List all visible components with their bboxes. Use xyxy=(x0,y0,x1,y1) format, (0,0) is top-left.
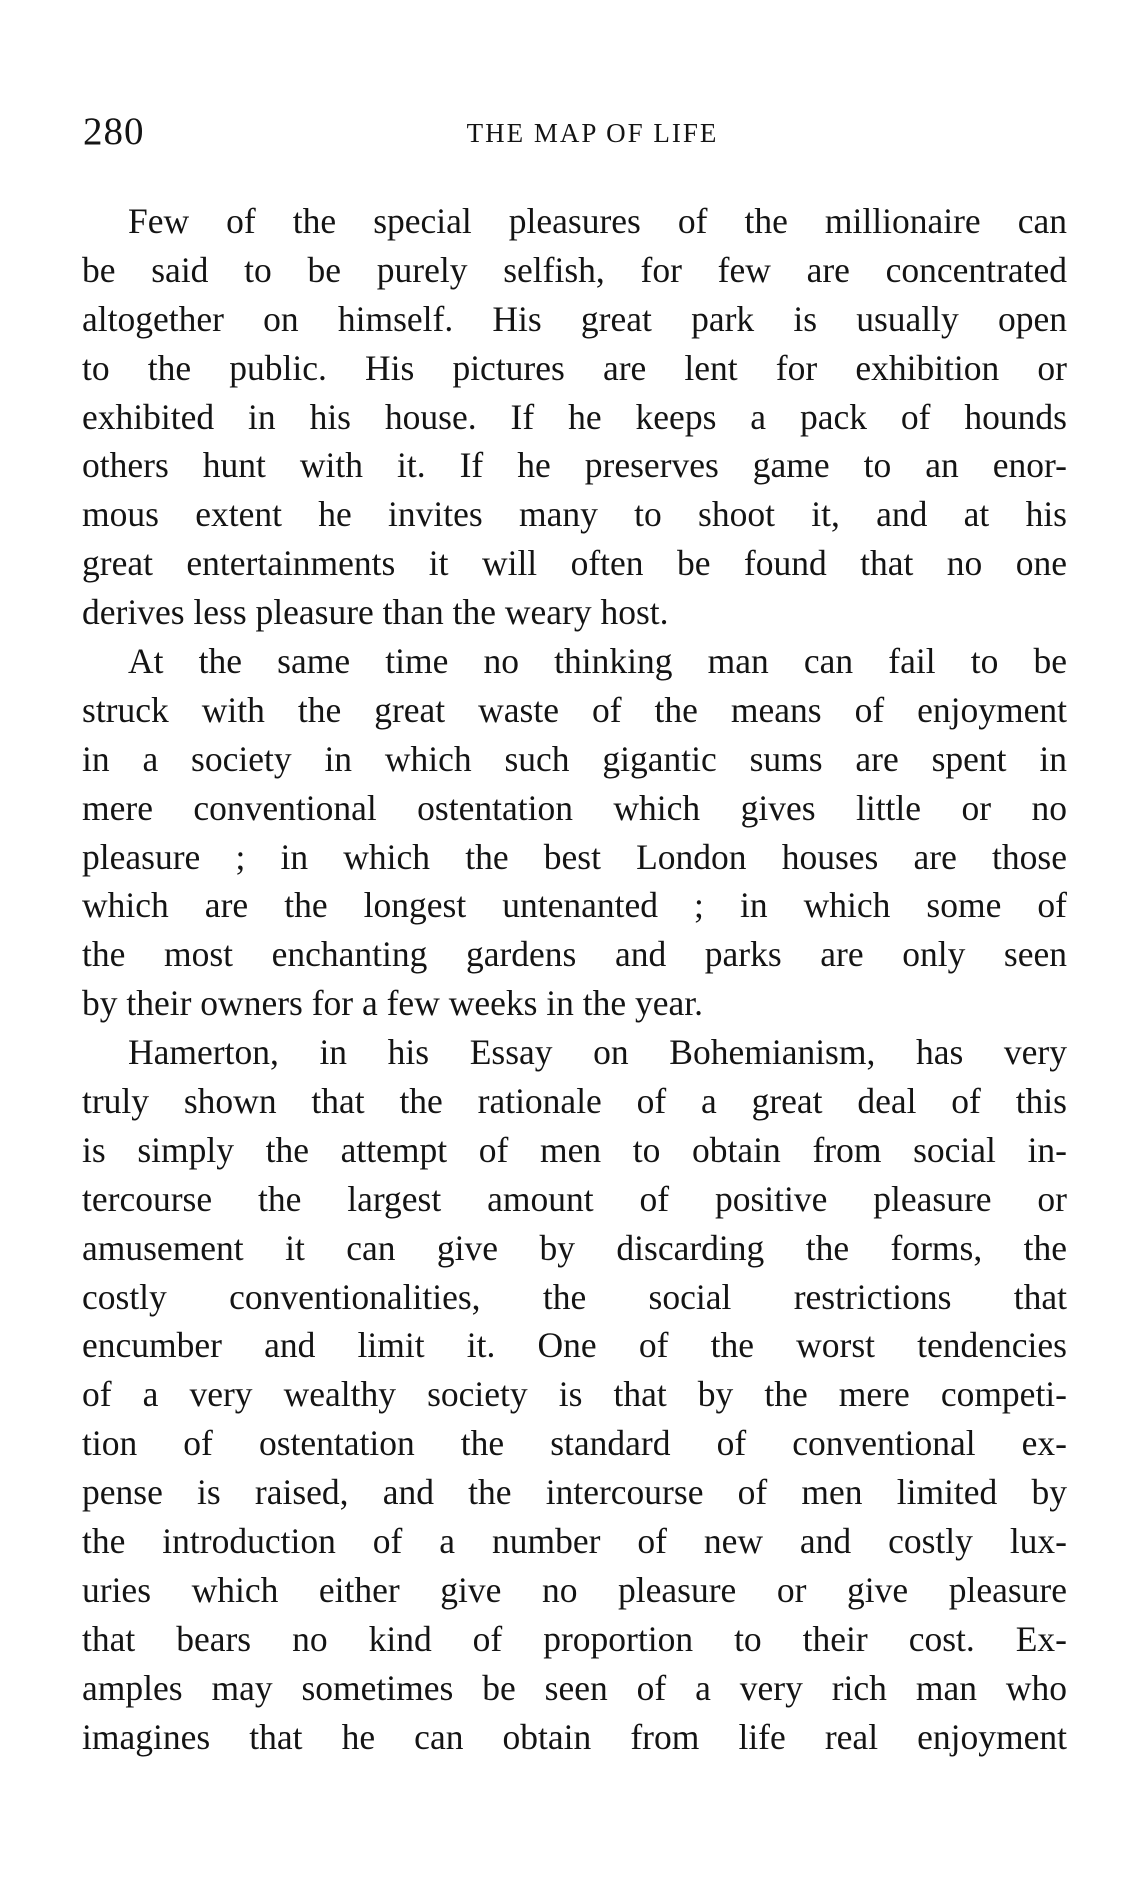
paragraph-2 xyxy=(82,637,1067,1028)
text-line: the most enchanting gardens and parks are only seen xyxy=(82,934,1067,975)
text-line: exhibited in his house. If he keeps a pack of hounds xyxy=(82,396,1067,437)
page-number: 280 xyxy=(83,110,145,153)
text-line: mere conventional ostentation which gives little or no xyxy=(82,787,1067,828)
text-line: by their owners for a few weeks in the year. xyxy=(82,983,704,1024)
text-line: amusement it can give by discarding the forms, the xyxy=(82,1227,1067,1268)
text-line: uries which either give no pleasure or give pleasure xyxy=(82,1569,1067,1610)
text-line: pense is raised, and the intercourse of men limited by xyxy=(82,1472,1067,1513)
text-line: pleasure ; in which the best London houses are those xyxy=(82,836,1067,877)
text-line: encumber and limit it. One of the worst tendencies xyxy=(82,1325,1067,1366)
text-line: costly conventionalities, the social restrictions that xyxy=(82,1276,1067,1317)
text-line: is simply the attempt of men to obtain from social in- xyxy=(82,1129,1067,1170)
text-line: truly shown that the rationale of a great deal of this xyxy=(82,1081,1067,1122)
text-line: be said to be purely selfish, for few are concentrated xyxy=(82,249,1067,290)
text-line: in a society in which such gigantic sums are spent in xyxy=(82,738,1067,779)
text-line: that bears no kind of proportion to their cost. Ex- xyxy=(82,1618,1067,1659)
text-line: imagines that he can obtain from life real enjoyment xyxy=(82,1716,1067,1757)
text-line: struck with the great waste of the means of enjoyment xyxy=(82,689,1067,730)
text-line: amples may sometimes be seen of a very rich man who xyxy=(82,1667,1067,1708)
running-title: THE MAP OF LIFE xyxy=(466,118,719,148)
text-line: mous extent he invites many to shoot it, and at his xyxy=(82,494,1067,535)
text-line: tion of ostentation the standard of conventional ex- xyxy=(82,1423,1067,1464)
text-line: great entertainments it will often be found that no one xyxy=(82,543,1067,584)
text-line: which are the longest untenanted ; in which some of xyxy=(82,885,1067,926)
text-line: others hunt with it. If he preserves game to an enor- xyxy=(82,445,1067,486)
text-line: altogether on himself. His great park is usually open xyxy=(82,298,1067,339)
paragraph-3 xyxy=(82,1028,1067,1761)
text-line: the introduction of a number of new and costly lux- xyxy=(82,1521,1067,1562)
text-line: Hamerton, in his Essay on Bohemianism, has very xyxy=(128,1032,1067,1073)
text-line: of a very wealthy society is that by the mere competi- xyxy=(82,1374,1067,1415)
text-line: to the public. His pictures are lent for exhibition or xyxy=(82,347,1067,388)
text-line: derives less pleasure than the weary host. xyxy=(82,592,669,633)
body-text xyxy=(82,197,1067,1762)
text-line: Few of the special pleasures of the millionaire can xyxy=(128,201,1067,241)
text-line: tercourse the largest amount of positive pleasure or xyxy=(82,1178,1067,1219)
text-line: At the same time no thinking man can fail to be xyxy=(128,641,1067,682)
paragraph-1 xyxy=(82,197,1067,637)
